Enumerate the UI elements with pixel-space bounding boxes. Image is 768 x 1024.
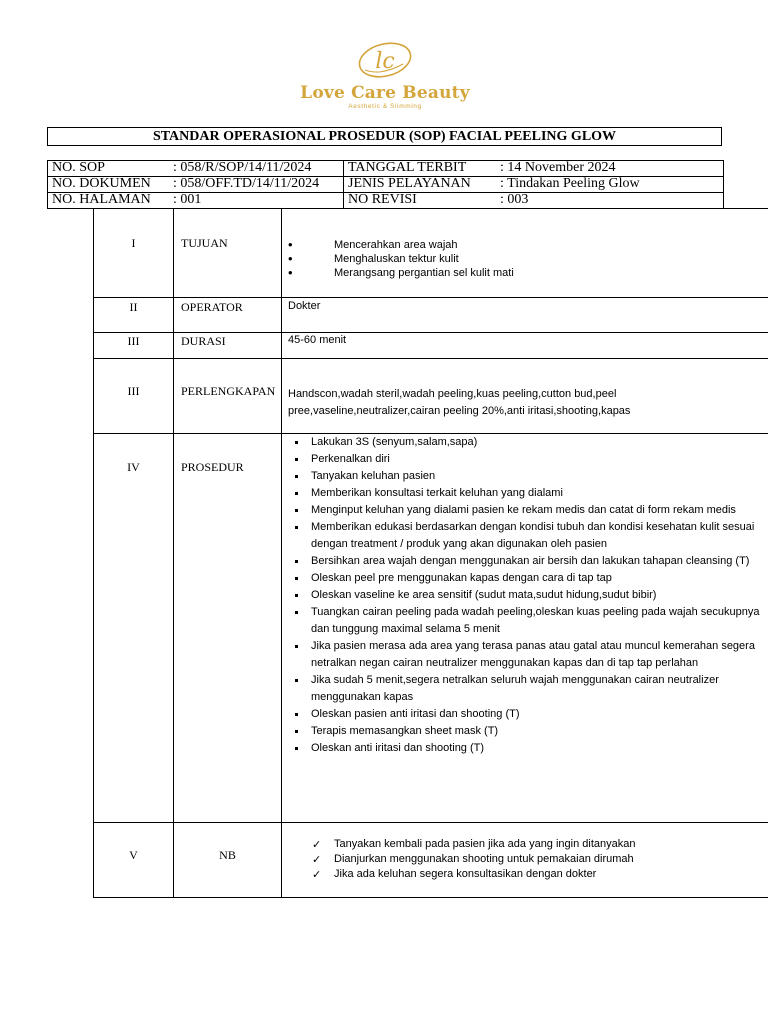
meta-cell	[344, 161, 724, 177]
section-content: Handscon,wadah steril,wadah peeling,kuas peeling,cutton bud,peel pree,vaseline,neutralizer,cairan peeling 20%,anti iritasi,shooting,kapas	[282, 359, 768, 434]
section-label: PERLENGKAPAN	[174, 359, 282, 434]
document-meta-table	[47, 160, 724, 209]
list-item: Memberikan edukasi berdasarkan dengan kondisi tubuh dan kondisi kesehatan kulit sesuai dengan treatment / produk yang akan digunakan oleh pasien	[288, 519, 765, 553]
section-number: IV	[94, 434, 174, 823]
meta-row	[48, 193, 724, 209]
list-item: Jika pasien merasa ada area yang terasa panas atau gatal atau muncul kemerahan segera netralkan negan cairan neutralizer menggunakan kapas dan di tap tap perlahan	[288, 638, 765, 672]
section-row-tujuan	[94, 209, 768, 298]
meta-key: NO REVISI	[348, 192, 417, 207]
meta-key: NO. SOP	[52, 160, 105, 175]
section-row-operator	[94, 298, 768, 333]
brand-tagline: Aesthetic & Slimming	[348, 103, 422, 110]
meta-value: : 058/OFF.TD/14/11/2024	[173, 176, 320, 191]
meta-key: TANGGAL TERBIT	[348, 160, 467, 175]
section-row-nb	[94, 823, 768, 898]
meta-value: : 058/R/SOP/14/11/2024	[173, 160, 312, 175]
section-number: III	[94, 333, 174, 359]
meta-value: : Tindakan Peeling Glow	[500, 176, 640, 191]
meta-row	[48, 177, 724, 193]
section-row-perlengkapan	[94, 359, 768, 434]
section-content	[282, 434, 768, 823]
meta-value: : 14 November 2024	[500, 160, 616, 175]
section-row-durasi	[94, 333, 768, 359]
meta-cell	[48, 177, 344, 193]
section-label: TUJUAN	[174, 209, 282, 298]
list-item: Terapis memasangkan sheet mask (T)	[288, 723, 765, 740]
document-title: STANDAR OPERASIONAL PROSEDUR (SOP) FACIAL PEELING GLOW	[47, 127, 722, 146]
list-item: • Menghaluskan tektur kulit	[288, 252, 765, 266]
sop-content-table	[93, 208, 768, 898]
meta-cell	[344, 177, 724, 193]
checklist-item: ✓ Jika ada keluhan segera konsultasikan dengan dokter	[288, 867, 765, 882]
section-number: I	[94, 209, 174, 298]
list-item: Oleskan anti iritasi dan shooting (T)	[288, 740, 765, 757]
monogram-text: lc	[375, 49, 395, 74]
list-item: Tanyakan keluhan pasien	[288, 468, 765, 485]
list-item: Menginput keluhan yang dialami pasien ke rekam medis dan catat di form rekam medis	[288, 502, 765, 519]
section-content	[282, 823, 768, 898]
tujuan-list	[288, 209, 765, 280]
meta-key: JENIS PELAYANAN	[348, 176, 471, 191]
section-number: II	[94, 298, 174, 333]
section-row-prosedur	[94, 434, 768, 823]
list-item: Oleskan vaseline ke area sensitif (sudut mata,sudut hidung,sudut bibir)	[288, 587, 765, 604]
list-item: Jika sudah 5 menit,segera netralkan seluruh wajah menggunakan cairan neutralizer menggunakan kapas	[288, 672, 765, 706]
monogram-emblem-icon	[351, 40, 419, 82]
list-item: • Mencerahkan area wajah	[288, 238, 765, 252]
nb-checklist	[288, 823, 765, 882]
meta-row	[48, 161, 724, 177]
section-label: DURASI	[174, 333, 282, 359]
meta-value: : 001	[173, 192, 202, 207]
meta-cell	[48, 161, 344, 177]
section-number: V	[94, 823, 174, 898]
list-item: Oleskan peel pre menggunakan kapas dengan cara di tap tap	[288, 570, 765, 587]
section-content: 45-60 menit	[282, 333, 768, 359]
meta-key: NO. DOKUMEN	[52, 176, 151, 191]
brand-name: Love Care Beauty	[300, 83, 470, 103]
section-content: Dokter	[282, 298, 768, 333]
list-item: Lakukan 3S (senyum,salam,sapa)	[288, 434, 765, 451]
section-label: NB	[174, 823, 282, 898]
list-item: Oleskan pasien anti iritasi dan shooting (T)	[288, 706, 765, 723]
section-label: OPERATOR	[174, 298, 282, 333]
section-label: PROSEDUR	[174, 434, 282, 823]
meta-key: NO. HALAMAN	[52, 192, 151, 207]
section-number: III	[94, 359, 174, 434]
meta-cell	[344, 193, 724, 209]
brand-logo	[290, 40, 480, 114]
section-content	[282, 209, 768, 298]
list-item: Tuangkan cairan peeling pada wadah peeling,oleskan kuas peeling pada wajah secukupnya dan tunggung maximal selama 5 menit	[288, 604, 765, 638]
meta-cell	[48, 193, 344, 209]
prosedur-steps-list	[288, 434, 765, 757]
list-item: Bersihkan area wajah dengan menggunakan air bersih dan lakukan tahapan cleansing (T)	[288, 553, 765, 570]
list-item: Memberikan konsultasi terkait keluhan yang dialami	[288, 485, 765, 502]
checklist-item: ✓ Dianjurkan menggunakan shooting untuk pemakaian dirumah	[288, 852, 765, 867]
checklist-item: ✓ Tanyakan kembali pada pasien jika ada yang ingin ditanyakan	[288, 837, 765, 852]
list-item: • Merangsang pergantian sel kulit mati	[288, 266, 765, 280]
list-item: Perkenalkan diri	[288, 451, 765, 468]
meta-value: : 003	[500, 192, 529, 207]
